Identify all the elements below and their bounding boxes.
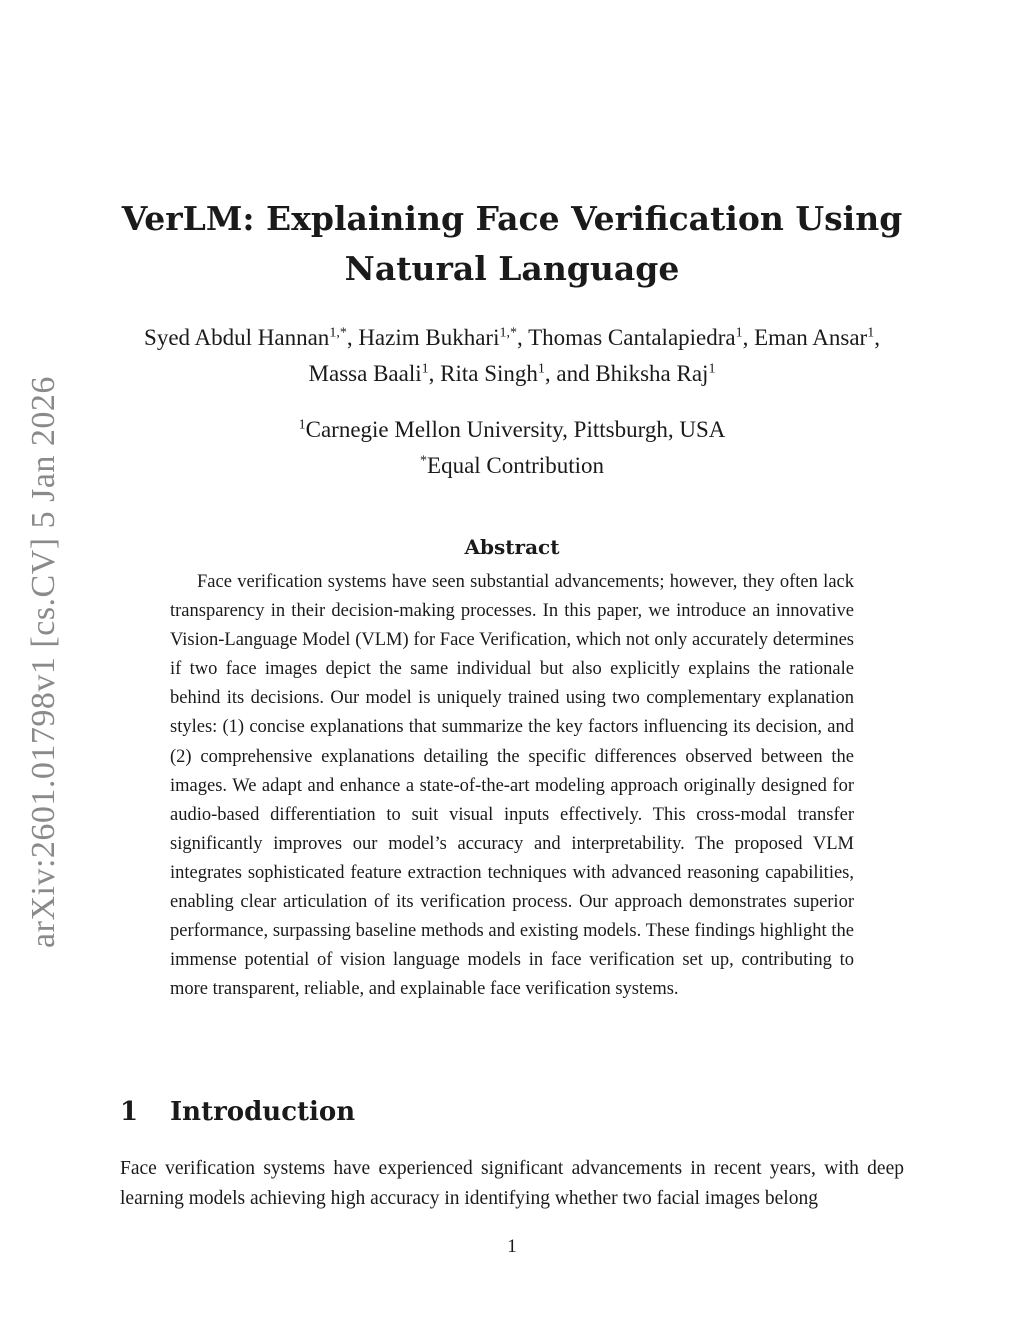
paper-title: [120, 194, 904, 294]
author: Syed Abdul Hannan$^{1,*}$: [144, 325, 347, 350]
section-number: 1: [120, 1097, 139, 1127]
abstract-text: Face verification systems have seen substantial advancements; however, they often lack transparency in their decision-making processes. In this paper, we introduce an innovative Vision-Language Model (VLM) for Face Verification, which not only accurately determines if two face images depict the same individual but also explicitly explains the rationale behind its decisions. Our model is uniquely trained using two complementary explanation styles: (1) concise explanations that summarize the key factors influencing its decision, and (2) comprehensive explanations detailing the specific differences observed between the images. We adapt and enhance a state-of-the-art modeling approach originally designed for audio-based differentiation to suit visual inputs effectively. This cross-modal transfer significantly improves our model’s accuracy and interpretability. The proposed VLM integrates sophisticated feature extraction techniques with advanced reasoning capabilities, enabling clear articulation of its verification process. Our approach demonstrates superior performance, surpassing baseline methods and existing models. These findings highlight the immense potential of vision language models in face verification set up, contributing to more transparent, reliable, and explainable face verification systems.: [170, 572, 854, 1000]
introduction-text: Face verification systems have experienced significant advancements in recent years, with deep learning models achieving high accuracy in identifying whether two facial images belong: [120, 1158, 904, 1209]
affiliation-line: *Equal Contribution: [420, 453, 604, 478]
abstract-heading: Abstract: [464, 535, 560, 559]
title-line-1: VerLM: Explaining Face Verification Using: [121, 199, 903, 238]
author: Eman Ansar$^1$: [754, 325, 875, 350]
page-number: 1: [507, 1236, 517, 1257]
affiliation-line: $^1$Carnegie Mellon University, Pittsburgh, USA: [298, 417, 726, 442]
arxiv-identifier-stamp: arXiv:2601.01798v1 [cs.CV] 5 Jan 2026: [25, 376, 62, 948]
affiliations: [120, 412, 904, 484]
section-heading: [120, 1097, 355, 1127]
author: Massa Baali$^1$: [308, 361, 429, 386]
author-list: Syed Abdul Hannan$^{1,*}$, Hazim Bukhari$^{1,*}$, Thomas Cantalapiedra$^1$, Eman Ansar$^1$, Massa Baali$^1$, Rita Singh$^1$, and Bhiksha Raj$^1$: [144, 325, 880, 386]
section-title: Introduction: [170, 1097, 356, 1127]
title-line-2: Natural Language: [344, 249, 680, 288]
author: Rita Singh$^1$: [440, 361, 545, 386]
author: Hazim Bukhari$^{1,*}$: [358, 325, 517, 350]
author: Bhiksha Raj$^1$: [595, 361, 716, 386]
author: Thomas Cantalapiedra$^1$: [528, 325, 743, 350]
